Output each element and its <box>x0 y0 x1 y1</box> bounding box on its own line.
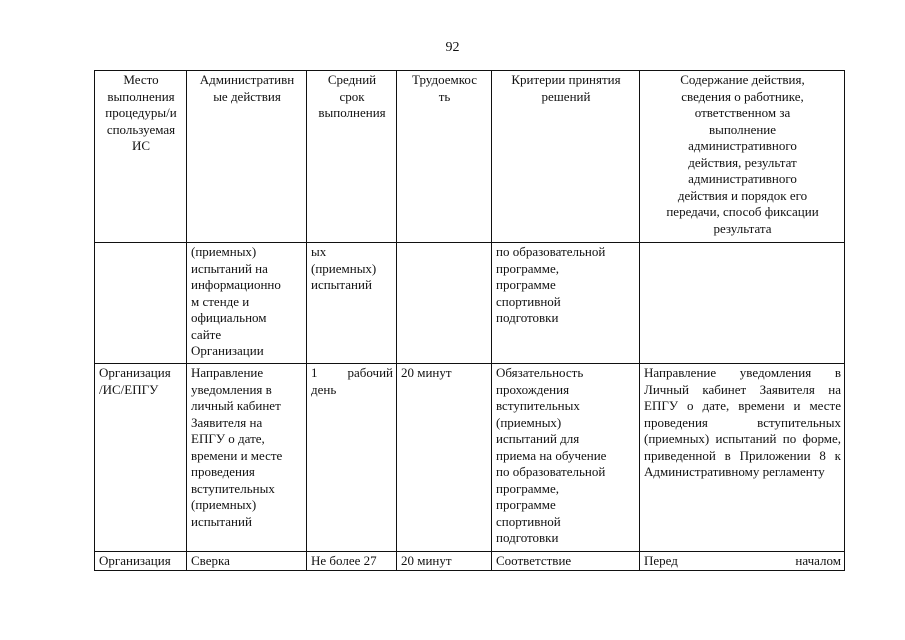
cell-word: Перед <box>644 553 678 568</box>
table-header-row <box>95 71 845 243</box>
table-cell: Сверка <box>187 552 307 571</box>
table-cell: 20 минут <box>397 364 492 552</box>
table-row <box>95 364 845 552</box>
procedures-table <box>94 70 845 571</box>
table-cell: Направление уведомления в личный кабинет Заявителя на ЕПГУ о дате, времени и месте проведения вступительных (приемных) испытаний <box>187 364 307 552</box>
table-cell: Направление уведомления в Личный кабинет Заявителя на ЕПГУ о дате, времени и месте проведения вступительных (приемных) испытаний по форме, приведенной в Приложении 8 к Административному регламенту <box>640 364 845 552</box>
table-cell: 1 рабочий день <box>307 364 397 552</box>
table-cell <box>640 243 845 364</box>
header-cell-labor: Трудоемкос ть <box>397 71 492 243</box>
header-cell-actions: Административн ые действия <box>187 71 307 243</box>
table-cell: по образовательной программе, программе спортивной подготовки <box>492 243 640 364</box>
header-cell-duration: Средний срок выполнения <box>307 71 397 243</box>
table-cell <box>640 552 845 571</box>
table-cell <box>95 243 187 364</box>
page-number: 92 <box>445 40 460 55</box>
header-cell-place: Место выполнения процедуры/и спользуемая ИС <box>95 71 187 243</box>
table-cell: Обязательность прохождения вступительных (приемных) испытаний для приема на обучение по образовательной программе, программе спортивной подготовки <box>492 364 640 552</box>
table-cell: Организация <box>95 552 187 571</box>
table-cell: Соответствие <box>492 552 640 571</box>
header-cell-content: Содержание действия, сведения о работнике, ответственном за выполнение административного действия, результат административного действия и порядок его передачи, способ фиксации результата <box>640 71 845 243</box>
table-cell: Не более 27 <box>307 552 397 571</box>
cell-word: началом <box>795 553 841 568</box>
table-cell <box>397 243 492 364</box>
table-cell: 20 минут <box>397 552 492 571</box>
header-cell-criteria: Критерии принятия решений <box>492 71 640 243</box>
table-row <box>95 243 845 364</box>
table-cell: ых (приемных) испытаний <box>307 243 397 364</box>
table-row <box>95 552 845 571</box>
table-cell: (приемных) испытаний на информационно м стенде и официальном сайте Организации <box>187 243 307 364</box>
table-cell: Организация /ИС/ЕПГУ <box>95 364 187 552</box>
